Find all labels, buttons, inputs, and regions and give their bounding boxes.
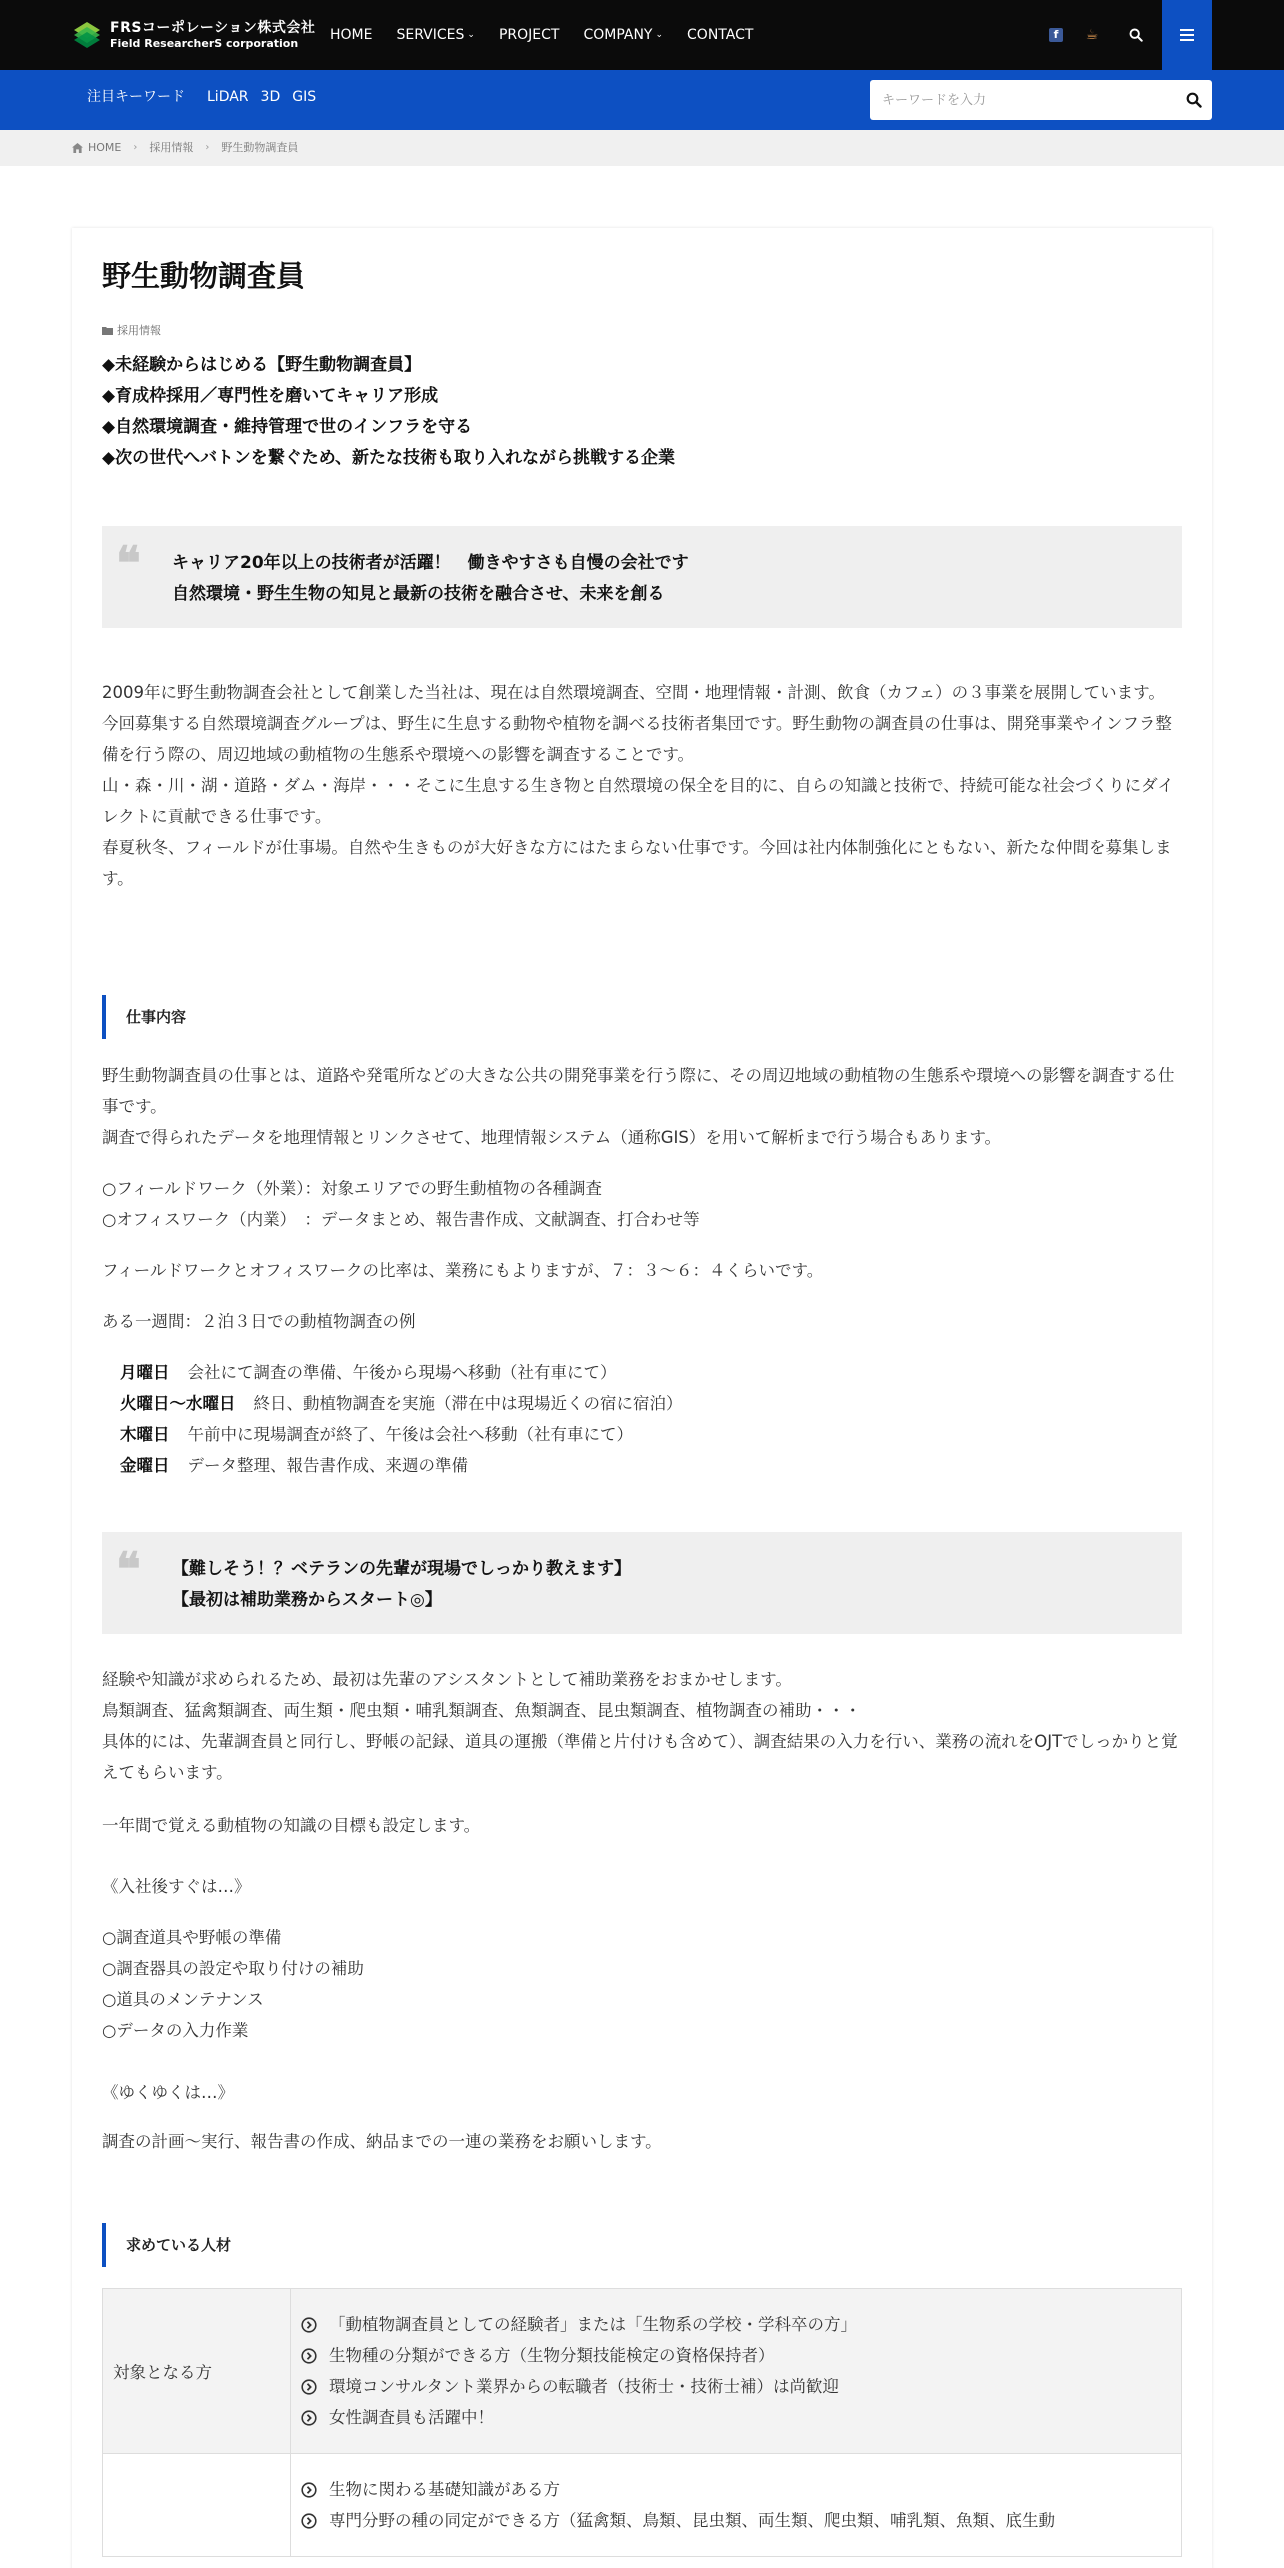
keyword-tag[interactable]: 3D: [260, 89, 281, 105]
circle-chevron-right-icon: [301, 2317, 317, 2333]
requirements-table: [102, 2288, 1182, 2557]
week-schedule: [120, 1357, 683, 1481]
menu-button[interactable]: [1162, 0, 1212, 70]
breadcrumb-home[interactable]: HOME: [88, 141, 122, 154]
highlight-quote: ❝ 【難しそう！？ベテランの先輩が現場でしっかり教えます】 【最初は補助業務からスタート◎】: [102, 1532, 1182, 1634]
circle-chevron-right-icon: [301, 2513, 317, 2529]
keyword-tags: [207, 70, 328, 124]
section-heading-work: 仕事内容: [102, 995, 186, 1039]
future-tasks: 調査の計画～実行、報告書の作成、納品までの一連の業務をお願いします。: [102, 2132, 662, 2151]
nav-home[interactable]: HOME: [330, 27, 373, 43]
main-nav: [330, 0, 777, 70]
facebook-link[interactable]: [1044, 0, 1068, 70]
list-item: 生物種の分類ができる方（生物分類技能検定の資格保持者）: [301, 2340, 1171, 2371]
list-item: 「動植物調査員としての経験者」または「生物系の学校・学科卒の方」: [301, 2309, 1171, 2340]
breadcrumb: [0, 130, 1284, 166]
list-item: 環境コンサルタント業界からの転職者（技術士・技術士補）は尚歓迎: [301, 2371, 1171, 2402]
work-description: 野生動物調査員の仕事とは、道路や発電所などの大きな公共の開発事業を行う際に、その周辺地域の動植物の生態系や環境への影響を調査する仕事です。 調査で得られたデータを地理情報とリンクさせて、地理情報システム（通称GIS）を用いて解析まで行う場合もあります。: [102, 1066, 1175, 1147]
week-example-title: ある一週間：２泊３日での動植物調査の例: [102, 1312, 416, 1331]
nav-contact[interactable]: CONTACT: [687, 27, 754, 43]
cafe-cup-icon: ☕: [1085, 27, 1099, 43]
keyword-tag[interactable]: GIS: [292, 89, 317, 105]
chevron-down-icon: ⌄: [655, 30, 664, 40]
breadcrumb-recruit[interactable]: 採用情報: [149, 141, 194, 154]
quote-icon: ❝: [116, 536, 141, 590]
article-card: [72, 228, 1212, 2568]
list-item: 女性調査員も活躍中！: [301, 2402, 1171, 2433]
header-search-button[interactable]: [1120, 0, 1152, 70]
nav-company[interactable]: COMPANY ⌄: [583, 27, 664, 43]
work-ratio: フィールドワークとオフィスワークの比率は、業務にもよりますが、７：３～６：４くらいです。: [102, 1261, 824, 1280]
quote-icon: ❝: [116, 1542, 141, 1596]
logo-company-name-en: Field ResearcherS corporation: [110, 37, 299, 50]
table-row: [103, 2289, 1182, 2454]
lead-points: ◆未経験からはじめる【野生動物調査員】 ◆育成枠採用／専門性を磨いてキャリア形成 ◆自然環境調査・維持管理で世のインフラを守る ◆次の世代へバトンを繋ぐため、新たな技術も取り入れながら挑戦する企業: [102, 355, 676, 468]
highlight-quote: ❝ キャリア20年以上の技術者が活躍！ 働きやすさも自慢の会社です 自然環境・野生生物の知見と最新の技術を融合させ、未来を創る: [102, 526, 1182, 628]
schedule-row: 月曜日 会社にて調査の準備、午後から現場へ移動（社有車にて）: [120, 1363, 617, 1382]
table-row: [103, 2454, 1182, 2557]
support-text: 経験や知識が求められるため、最初は先輩のアシスタントとして補助業務をおまかせします。 鳥類調査、猛禽類調査、両生類・爬虫類・哺乳類調査、魚類調査、昆虫類調査、植物調査の補助・・・ 具体的には、先輩調査員と同行し、野帳の記録、道具の運搬（準備と片付けも含めて）、調査結果の入力を行い、業務の流れをOJTでしっかりと覚えてもらいます。: [102, 1670, 1178, 1782]
initial-tasks: ○調査道具や野帳の準備 ○調査器具の設定や取り付けの補助 ○道具のメンテナンス ○データの入力作業: [102, 1928, 364, 2040]
circle-chevron-right-icon: [301, 2482, 317, 2498]
keyword-tag[interactable]: LiDAR: [207, 89, 249, 105]
future-tasks-title: 《ゆくゆくは…》: [102, 2083, 234, 2102]
section-heading-requirements: 求めている人材: [102, 2223, 231, 2267]
schedule-row: 木曜日 午前中に現場調査が終了、午後は会社へ移動（社有車にて）: [120, 1425, 633, 1444]
schedule-row: 金曜日 データ整理、報告書作成、来週の準備: [120, 1456, 468, 1475]
home-icon: [72, 143, 83, 153]
table-row-label: 対象となる方: [103, 2289, 291, 2454]
circle-chevron-right-icon: [301, 2348, 317, 2364]
work-types: ○フィールドワーク（外業）：対象エリアでの野生動植物の各種調査 ○オフィスワーク（内業） ：データまとめ、報告書作成、文献調査、打合わせ等: [102, 1179, 700, 1229]
chevron-down-icon: ⌄: [467, 30, 475, 40]
site-logo[interactable]: [72, 18, 315, 52]
list-item: 生物に関わる基礎知識がある方: [301, 2474, 1171, 2505]
search-icon: [1129, 28, 1143, 42]
logo-company-name: FRSコーポレーション株式会社: [110, 20, 316, 36]
facebook-icon: f: [1049, 28, 1063, 42]
circle-chevron-right-icon: [301, 2410, 317, 2426]
initial-tasks-title: 《入社後すぐは…》: [102, 1877, 251, 1896]
intro-text: 2009年に野生動物調査会社として創業した当社は、現在は自然環境調査、空間・地理情報・計測、飲食（カフェ）の３事業を展開しています。 今回募集する自然環境調査グループは、野生に生息する動物や植物を調べる技術者集団です。野生動物の調査員の仕事は、開発事業やインフラ整備を行う際の、周辺地域の動植物の生態系や環境への影響を調査することです。 山・森・川・湖・道路・ダム・海岸・・・そこに生息する生き物と自然環境の保全を目的に、自らの知識と技術で、持続可能な社会づくりにダイレクトに貢献できる仕事です。 春夏秋冬、フィールドが仕事場。自然や生きものが大好きな方にはたまらない仕事です。今回は社内体制強化にともない、新たな仲間を募集します。: [102, 683, 1174, 888]
keyword-bar: [0, 70, 1284, 130]
cafe-link[interactable]: [1080, 0, 1104, 70]
folder-icon: [102, 326, 113, 335]
table-row-label: [103, 2454, 291, 2557]
breadcrumb-current: 野生動物調査員: [221, 141, 299, 154]
keyword-label: 注目キーワード: [87, 89, 185, 105]
chevron-right-icon: ›: [133, 142, 138, 153]
knowledge-goal: 一年間で覚える動植物の知識の目標も設定します。: [102, 1816, 481, 1835]
hamburger-menu-icon: [1180, 29, 1194, 41]
nav-services[interactable]: SERVICES ⌄: [396, 27, 475, 43]
list-item: 専門分野の種の同定ができる方（猛禽類、鳥類、昆虫類、両生類、爬虫類、哺乳類、魚類、底生動: [301, 2505, 1171, 2536]
logo-mark-icon: [72, 20, 102, 50]
article-category[interactable]: 採用情報: [102, 322, 161, 338]
keyword-search-input[interactable]: [870, 80, 1160, 120]
chevron-right-icon: ›: [205, 142, 210, 153]
page-title: 野生動物調査員: [102, 259, 306, 293]
nav-project[interactable]: PROJECT: [498, 27, 560, 43]
schedule-row: 火曜日～水曜日 終日、動植物調査を実施（滞在中は現場近くの宿に宿泊）: [120, 1394, 683, 1413]
site-header: [0, 0, 1284, 70]
circle-chevron-right-icon: [301, 2379, 317, 2395]
search-icon[interactable]: [1186, 92, 1202, 108]
keyword-search: [870, 80, 1212, 120]
